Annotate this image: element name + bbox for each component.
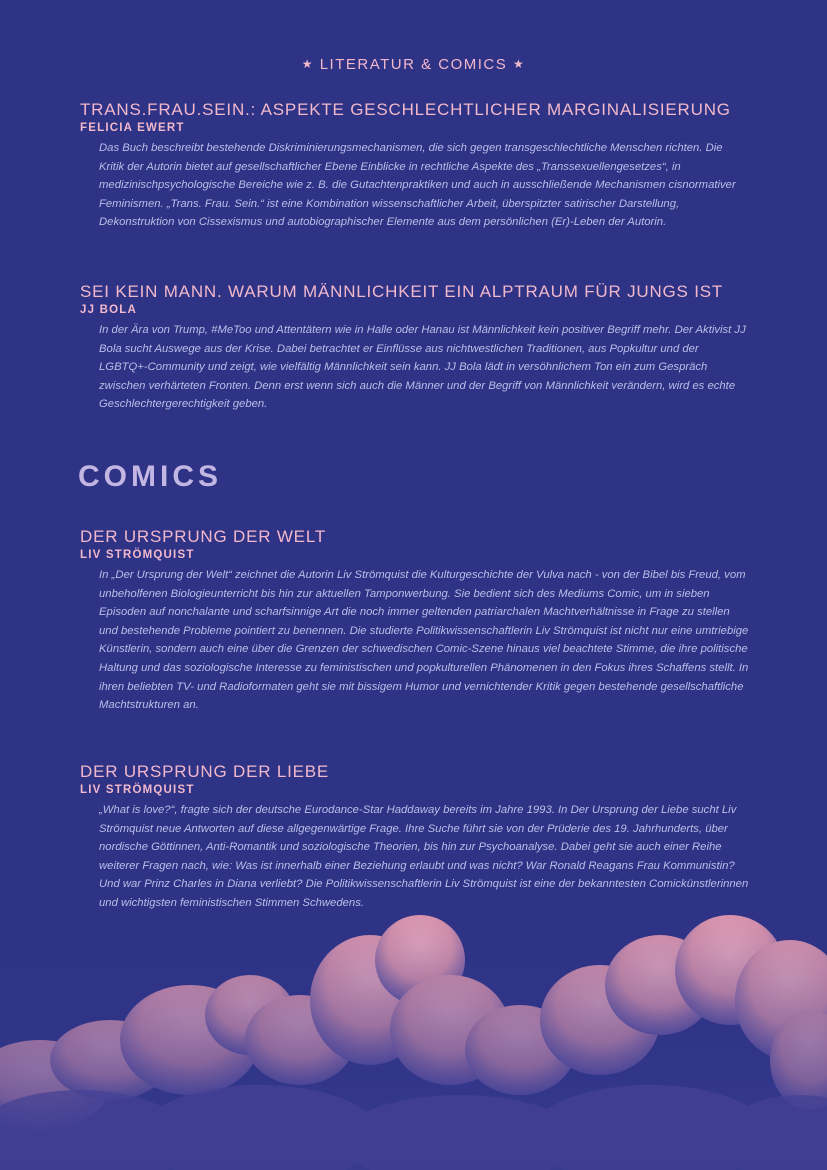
star-icon: ★ (512, 57, 526, 71)
comics-heading: COMICS (78, 460, 222, 493)
section-label (0, 56, 827, 73)
section-label-text: LITERATUR & COMICS (319, 56, 508, 73)
book-author: FELICIA EWERT (80, 122, 185, 134)
book-description: In der Ära von Trump, #MeToo und Attentätern wie in Halle oder Hanau ist Männlichkeit kein positiver Begriff mehr. Der Aktivist JJ Bola sucht Auswege aus der Krise. Dabei betrachtet er Einflüsse aus nichtwestlichen Traditionen, aus Popkultur und der LGBTQ+-Community und zeigt, wie vielfältig Männlichkeit sein kann. JJ Bola lädt in versöhnlichem Ton ein zum Gespräch zwischen verhärteten Fronten. Denn erst wenn sich auch die Männer und der Begriff von Männlichkeit verändern, wird es echte Geschlechtergerechtigkeit geben. (99, 324, 746, 411)
comic-entry (80, 527, 750, 715)
cloud-illustration (0, 910, 827, 1170)
book-title: SEI KEIN MANN. WARUM MÄNNLICHKEIT EIN ALPTRAUM FÜR JUNGS IST (80, 282, 724, 301)
comic-entry (80, 762, 750, 913)
book-description: Das Buch beschreibt bestehende Diskriminierungsmechanismen, die sich gegen transgeschlechtliche Menschen richten. Die Kritik der Autorin bietet auf gesellschaftlicher Ebene Einblicke in rechtliche Aspekte des „Transsexuellengesetzes“, in medizinischpsychologische Bereiche wie z. B. die Gutachtenpraktiken und auch in ausschließende Mechanismen cisnormativer Feminismen. „Trans. Frau. Sein.“ ist eine Kombination wissenschaftlicher Arbeit, überspitzter satirischer Darstellung, Dekonstruktion von Cissexismus und autobiographischer Elemente aus dem persönlichen (Er)-Leben der Autorin. (99, 142, 736, 229)
book-entry (80, 100, 750, 232)
book-author: JJ BOLA (80, 304, 137, 316)
comic-title: DER URSPRUNG DER WELT (80, 527, 327, 546)
comic-description: „What is love?“, fragte sich der deutsche Eurodance-Star Haddaway bereits im Jahre 1993. In Der Ursprung der Liebe sucht Liv Strömquist neue Antworten auf diese allgegenwärtige Frage. Ihre Suche führt sie von der Prüderie des 19. Jahrhunderts, über nordische Göttinnen, Anti-Romantik und soziologische Theorien, bis hin zur Psychoanalyse. Dabei geht sie auch einer Reihe weiterer Fragen nach, wie: Was ist innerhalb einer Beziehung erlaubt und was nicht? War Ronald Reagans Frau Kommunistin? Und war Prinz Charles in Diana verliebt? Die Politikwissenschaftlerin Liv Strömquist ist eine der bekanntesten Comickünstlerinnen und wichtigsten feministischen Stimmen Schwedens. (99, 804, 749, 909)
comic-title: DER URSPRUNG DER LIEBE (80, 762, 330, 781)
comic-author: LIV STRÖMQUIST (80, 549, 195, 561)
comic-description: In „Der Ursprung der Welt“ zeichnet die Autorin Liv Strömquist die Kulturgeschichte der Vulva nach - von der Bibel bis Freud, vom unbeholfenen Biologieunterricht bis hin zur aktuellen Tamponwerbung. Sie bedient sich des Mediums Comic, um in sieben Episoden auf nonchalante und scharfsinnige Art die noch immer geltenden patriarchalen Machtverhältnisse in Frage zu stellen und bestehende Probleme pointiert zu benennen. Die studierte Politikwissenschaftlerin Liv Strömquist ist nicht nur eine umtriebige Künstlerin, sondern auch eine über die Grenzen der schwedischen Comic-Szene hinaus viel beachtete Stimme, die ihre politische Haltung und das soziologische Interesse zu feministischen und popkulturellen Phänomenen in den Fokus ihres Schaffens stellt. In ihren beliebten TV- und Radioformaten geht sie mit bissigem Humor und vernichtender Kritik gegen bestehende gesellschaftliche Machtstrukturen an. (99, 569, 749, 712)
book-title: TRANS.FRAU.SEIN.: ASPEKTE GESCHLECHTLICHER MARGINALISIERUNG (80, 100, 731, 119)
book-entry (80, 282, 750, 414)
star-icon: ★ (301, 57, 315, 71)
comic-author: LIV STRÖMQUIST (80, 784, 195, 796)
